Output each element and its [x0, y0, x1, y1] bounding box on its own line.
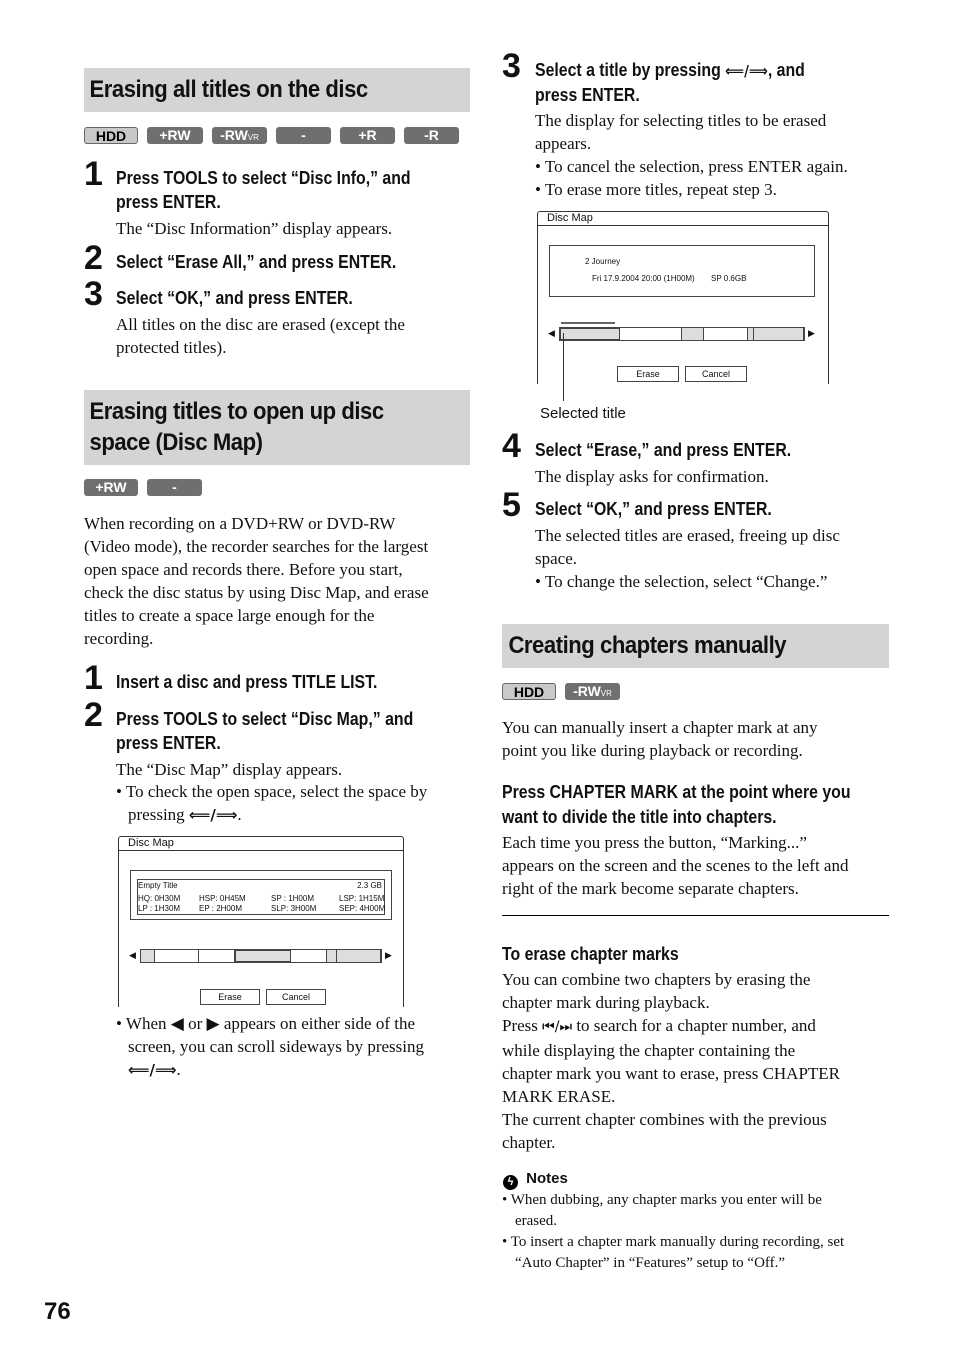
notes-list: • When dubbing, any chapter marks you enter will be erased. • To insert a chapter mark manually during recording, set “Auto Chapter” in “Features” setup to “Off.”	[502, 1192, 845, 1271]
chapter-mark-instruction: want to divide the title into chapters.	[502, 807, 777, 827]
disc-badges	[502, 683, 620, 700]
step-number: 3	[502, 47, 521, 85]
step-text: The “Disc Information” display appears.	[116, 219, 393, 238]
subheading-erase-chapter-marks: To erase chapter marks	[502, 944, 679, 964]
section-header-disc-map	[84, 390, 470, 465]
step-bullet: • When ◀ or ▶ appears on either side of the screen, you can scroll sideways by pressing ⟸/⟹.	[116, 1014, 425, 1079]
step-number: 2	[84, 696, 103, 734]
step-title: Select “Erase All,” and press ENTER.	[116, 252, 397, 272]
left-right-arrow-icon: ⟸/⟹	[725, 62, 768, 80]
cancel-button[interactable]: Cancel	[266, 989, 326, 1005]
erase-button[interactable]: Erase	[617, 366, 679, 382]
step-bullet: • To check the open space, select the space by pressing ⟸/⟹.	[116, 782, 428, 824]
step-text: All titles on the disc are erased (except the protected titles).	[116, 315, 405, 357]
selected-title-segment[interactable]	[560, 328, 620, 340]
step-title: Press TOOLS to select “Disc Info,” and	[116, 168, 411, 188]
badge-hdd: HDD	[84, 127, 138, 144]
right-triangle-icon: ▶	[206, 1014, 220, 1033]
step-number: 1	[84, 155, 103, 193]
step-number: 2	[84, 239, 103, 277]
scroll-left-arrow-icon[interactable]: ◀	[548, 328, 555, 338]
screen-frame	[118, 836, 404, 1007]
screen-caption: Selected title	[540, 405, 626, 422]
badge-minus-rw-vr: -RWVR	[212, 127, 267, 144]
badge-plus-r: +R	[340, 127, 395, 144]
section-title: Erasing all titles on the disc	[89, 76, 368, 103]
disc-badges	[84, 479, 202, 512]
left-right-arrow-icon: ⟸/⟹	[188, 806, 238, 824]
screen-title: Disc Map	[547, 212, 593, 224]
prev-next-chapter-icon: ⏮/⏭	[542, 1019, 573, 1035]
screen-frame	[537, 211, 829, 384]
section-header-chapters	[502, 624, 889, 668]
badge-plus-rw: +RW	[84, 479, 138, 496]
disc-map-screen-title	[537, 211, 829, 383]
section-title: Erasing titles to open up disc space (Disc Map)	[89, 398, 384, 456]
disc-space-bar[interactable]	[140, 949, 382, 963]
step-title: Select a title by pressing ⟸/⟹, and	[535, 60, 805, 80]
chapter-mark-instruction: Press CHAPTER MARK at the point where you	[502, 782, 851, 802]
step-title: Select “OK,” and press ENTER.	[116, 288, 353, 308]
title-info-box: 2 Journey Fri 17.9.2004 20:00 (1H00M) SP 0.6GB	[549, 245, 815, 297]
step-title: Insert a disc and press TITLE LIST.	[116, 672, 378, 692]
left-right-arrow-icon: ⟸/⟹	[128, 1061, 177, 1079]
step-number: 4	[502, 427, 521, 465]
disc-space-bar[interactable]	[559, 327, 805, 341]
left-triangle-icon: ◀	[170, 1014, 184, 1033]
step-number: 3	[84, 275, 103, 313]
step-title: Select “Erase,” and press ENTER.	[535, 440, 792, 460]
scroll-right-arrow-icon[interactable]: ▶	[808, 328, 815, 338]
step-number: 1	[84, 659, 103, 697]
badge-hdd: HDD	[502, 683, 556, 700]
disc-badges	[84, 127, 459, 160]
step-text: The selected titles are erased, freeing up disc space. • To change the selection, select “Change.”	[535, 526, 840, 591]
screen-title: Disc Map	[128, 837, 174, 849]
cancel-button[interactable]: Cancel	[685, 366, 747, 382]
page-number: 76	[44, 1298, 71, 1325]
notes-heading: ϟ Notes	[503, 1170, 568, 1190]
step-text: The display asks for confirmation.	[535, 467, 769, 486]
step-title: Select “OK,” and press ENTER.	[535, 499, 772, 519]
section-header-erase-all	[84, 68, 470, 112]
divider	[502, 915, 889, 916]
disc-map-screen-empty	[118, 836, 404, 1006]
badge-minus-rw-video: -RWVideo	[276, 127, 331, 144]
erase-chapter-text: You can combine two chapters by erasing the chapter mark during playback. Press ⏮/⏭ to search for a chapter number, and while displaying the chapter containing the chapter mark you want to erase, press CHAPTER MARK ERASE. The current chapter combines with the previous chapter.	[502, 970, 841, 1152]
chapters-intro: You can manually insert a chapter mark at any point you like during playback or recording.	[502, 718, 818, 760]
scroll-left-arrow-icon[interactable]: ◀	[129, 950, 136, 960]
empty-title-box: Empty Title 2.3 GB HQ: 0H30M HSP: 0H45M SP : 1H00M LSP: 1H15M LP : 1H30M EP : 2H00M SLP: 3H00M SEP: 4H00M	[130, 870, 392, 920]
step-text: The “Disc Map” display appears.	[116, 760, 343, 779]
badge-minus-rw-video: -RWVideo	[147, 479, 202, 496]
step-title: press ENTER.	[535, 85, 640, 105]
badge-minus-r: -R	[404, 127, 459, 144]
callout-line	[563, 333, 564, 401]
step-title: Press TOOLS to select “Disc Map,” and	[116, 709, 414, 729]
step-text: The display for selecting titles to be erased appears. • To cancel the selection, press ENTER again. • To erase more titles, repeat step 3.	[535, 111, 848, 199]
section-title: Creating chapters manually	[508, 632, 787, 659]
erase-button[interactable]: Erase	[200, 989, 260, 1005]
step-number: 5	[502, 486, 521, 524]
badge-plus-rw: +RW	[147, 127, 203, 144]
badge-minus-rw-vr: -RWVR	[565, 683, 620, 700]
selected-space[interactable]	[235, 950, 291, 962]
intro-paragraph: When recording on a DVD+RW or DVD-RW (Video mode), the recorder searches for the largest open space and records there. Before you start, check the disc status by using Disc Map, and erase titles to create a space large enough for the recording.	[84, 514, 429, 648]
step-title: press ENTER.	[116, 192, 221, 212]
step-title: press ENTER.	[116, 733, 221, 753]
note-icon: ϟ	[503, 1175, 518, 1190]
scroll-right-arrow-icon[interactable]: ▶	[385, 950, 392, 960]
chapter-mark-text: Each time you press the button, “Marking...” appears on the screen and the scenes to the left and right of the mark become separate chapters.	[502, 833, 849, 898]
